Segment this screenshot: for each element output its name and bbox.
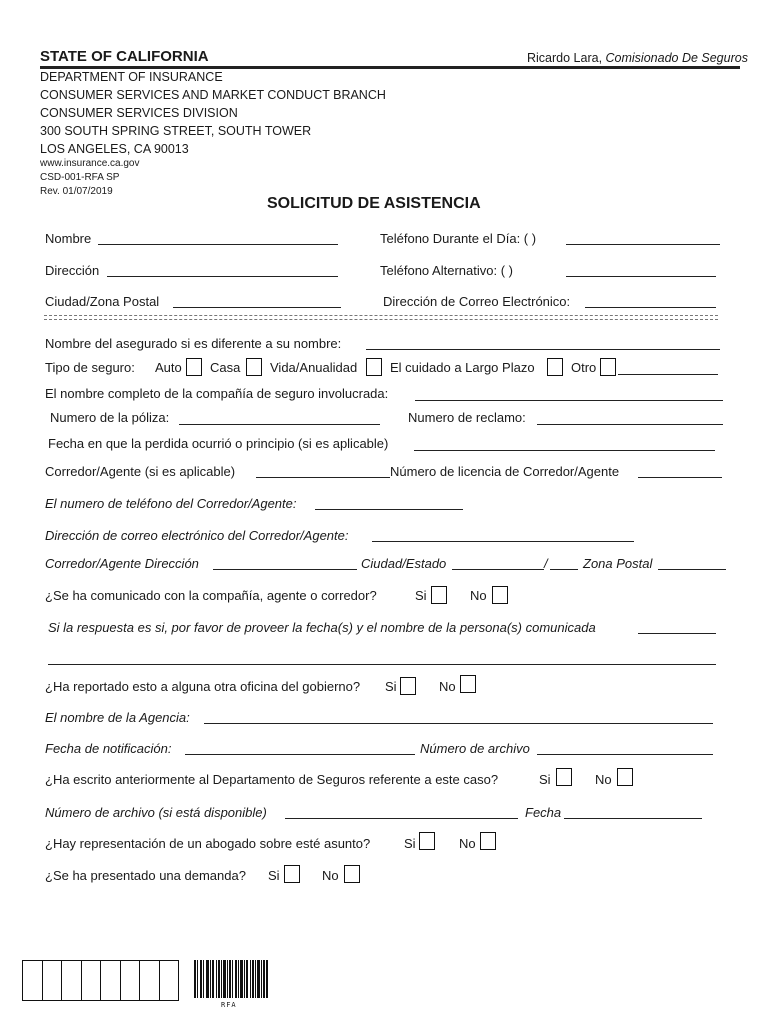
si-respuesta-field-2[interactable] (48, 664, 716, 665)
demanda-label: ¿Se ha presentado una demanda? (45, 868, 246, 883)
fecha-perdida-label: Fecha en que la perdida ocurrió o principio (si es aplicable) (48, 436, 389, 451)
escrito-si-label: Si (539, 772, 551, 787)
nombre-asegurado-label: Nombre del asegurado si es diferente a su nombre: (45, 336, 342, 351)
nombre-field[interactable] (98, 244, 338, 245)
comunicado-label: ¿Se ha comunicado con la compañía, agente o corredor? (45, 588, 377, 603)
comunicado-si-checkbox[interactable] (431, 586, 447, 604)
reportado-si-checkbox[interactable] (400, 677, 416, 695)
abogado-no-checkbox[interactable] (480, 832, 496, 850)
fecha-field[interactable] (564, 818, 702, 819)
website: www.insurance.ca.gov (40, 158, 140, 169)
agencia-label: El nombre de la Agencia: (45, 710, 190, 725)
direccion-field[interactable] (107, 276, 338, 277)
tipo-vida-checkbox[interactable] (366, 358, 382, 376)
slash-separator: / (544, 556, 548, 571)
corredor-label: Corredor/Agente (si es aplicable) (45, 464, 236, 479)
reportado-si-label: Si (385, 679, 397, 694)
compania-label: El nombre completo de la compañía de seguro involucrada: (45, 386, 389, 401)
telefono-alt-label: Teléfono Alternativo: ( ) (380, 263, 513, 278)
poliza-label: Numero de la póliza: (50, 410, 170, 425)
abogado-no-label: No (459, 836, 476, 851)
address-line-3: CONSUMER SERVICES DIVISION (40, 106, 238, 120)
zona-postal-label: Zona Postal (583, 556, 653, 571)
tipo-casa-label: Casa (210, 360, 241, 375)
demanda-no-label: No (322, 868, 339, 883)
compania-field[interactable] (415, 400, 723, 401)
form-code: CSD-001-RFA SP (40, 172, 120, 183)
dir-corredor-field[interactable] (213, 569, 357, 570)
tipo-cuidado-label: El cuidado a Largo Plazo (390, 360, 535, 375)
si-respuesta-label: Si la respuesta es si, por favor de proveer la fecha(s) y el nombre de la persona(s) comunicada (48, 620, 596, 635)
archivo-disponible-field[interactable] (285, 818, 518, 819)
barcode (194, 960, 269, 1000)
tel-corredor-field[interactable] (315, 509, 463, 510)
escrito-no-checkbox[interactable] (617, 768, 633, 786)
separator-line (44, 312, 718, 320)
reference-boxes (22, 960, 179, 1001)
revision: Rev. 01/07/2019 (40, 186, 113, 197)
dir-corredor-label: Corredor/Agente Dirección (45, 556, 199, 571)
demanda-si-label: Si (268, 868, 280, 883)
fecha-notificacion-label: Fecha de notificación: (45, 741, 172, 756)
zona-postal-field[interactable] (658, 569, 726, 570)
barcode-label: RFA (221, 1001, 237, 1009)
tipo-cuidado-checkbox[interactable] (547, 358, 563, 376)
header-rule (40, 66, 740, 69)
fecha-perdida-field[interactable] (414, 450, 715, 451)
escrito-no-label: No (595, 772, 612, 787)
nombre-label: Nombre (45, 231, 92, 246)
address-line-1: DEPARTMENT OF INSURANCE (40, 70, 223, 84)
licencia-label: Número de licencia de Corredor/Agente (390, 464, 620, 479)
nombre-asegurado-field[interactable] (366, 349, 720, 350)
tel-corredor-label: El numero de teléfono del Corredor/Agente: (45, 496, 297, 511)
demanda-no-checkbox[interactable] (344, 865, 360, 883)
archivo-disponible-label: Número de archivo (si está disponible) (45, 805, 267, 820)
licencia-field[interactable] (638, 477, 722, 478)
tipo-vida-label: Vida/Anualidad (270, 360, 358, 375)
state-heading: STATE OF CALIFORNIA (40, 48, 209, 65)
commissioner-title: Comisionado De Seguros (605, 51, 748, 65)
correo-corredor-field[interactable] (372, 541, 634, 542)
tipo-otro-checkbox[interactable] (600, 358, 616, 376)
fecha-label: Fecha (525, 805, 562, 820)
correo-field[interactable] (585, 307, 716, 308)
tipo-otro-label: Otro (571, 360, 597, 375)
comunicado-si-label: Si (415, 588, 427, 603)
escrito-label: ¿Ha escrito anteriormente al Departamento de Seguros referente a este caso? (45, 772, 499, 787)
si-respuesta-field[interactable] (638, 633, 716, 634)
ciudad-field-2[interactable] (452, 569, 544, 570)
abogado-si-label: Si (404, 836, 416, 851)
tipo-otro-field[interactable] (618, 374, 718, 375)
corredor-field[interactable] (256, 477, 390, 478)
address-line-2: CONSUMER SERVICES AND MARKET CONDUCT BRANCH (40, 88, 386, 102)
reportado-no-checkbox[interactable] (460, 675, 476, 693)
estado-field[interactable] (550, 569, 578, 570)
numero-archivo-field[interactable] (537, 754, 713, 755)
reportado-no-label: No (439, 679, 456, 694)
ciudad-estado-label: Ciudad/Estado (361, 556, 447, 571)
tipo-auto-checkbox[interactable] (186, 358, 202, 376)
numero-archivo-label: Número de archivo (420, 741, 530, 756)
telefono-alt-field[interactable] (566, 276, 716, 277)
comunicado-no-label: No (470, 588, 487, 603)
telefono-dia-field[interactable] (566, 244, 720, 245)
barcode-graphic (194, 960, 269, 1000)
abogado-label: ¿Hay representación de un abogado sobre esté asunto? (45, 836, 371, 851)
tipo-auto-label: Auto (155, 360, 182, 375)
poliza-field[interactable] (179, 424, 380, 425)
correo-corredor-label: Dirección de correo electrónico del Corredor/Agente: (45, 528, 349, 543)
reportado-label: ¿Ha reportado esto a alguna otra oficina del gobierno? (45, 679, 361, 694)
correo-label: Dirección de Correo Electrónico: (383, 294, 571, 309)
ciudad-field[interactable] (173, 307, 341, 308)
address-line-5: LOS ANGELES, CA 90013 (40, 142, 189, 156)
commissioner (527, 51, 748, 65)
reclamo-field[interactable] (537, 424, 723, 425)
abogado-si-checkbox[interactable] (419, 832, 435, 850)
commissioner-name: Ricardo Lara, (527, 51, 606, 65)
ciudad-label: Ciudad/Zona Postal (45, 294, 160, 309)
form-title: SOLICITUD DE ASISTENCIA (267, 195, 481, 212)
agencia-field[interactable] (204, 723, 713, 724)
telefono-dia-label: Teléfono Durante el Día: ( ) (380, 231, 537, 246)
demanda-si-checkbox[interactable] (284, 865, 300, 883)
escrito-si-checkbox[interactable] (556, 768, 572, 786)
tipo-seguro-label: Tipo de seguro: (45, 360, 135, 375)
reclamo-label: Numero de reclamo: (408, 410, 526, 425)
address-line-4: 300 SOUTH SPRING STREET, SOUTH TOWER (40, 124, 312, 138)
direccion-label: Dirección (45, 263, 100, 278)
fecha-notificacion-field[interactable] (185, 754, 415, 755)
comunicado-no-checkbox[interactable] (492, 586, 508, 604)
tipo-casa-checkbox[interactable] (246, 358, 262, 376)
